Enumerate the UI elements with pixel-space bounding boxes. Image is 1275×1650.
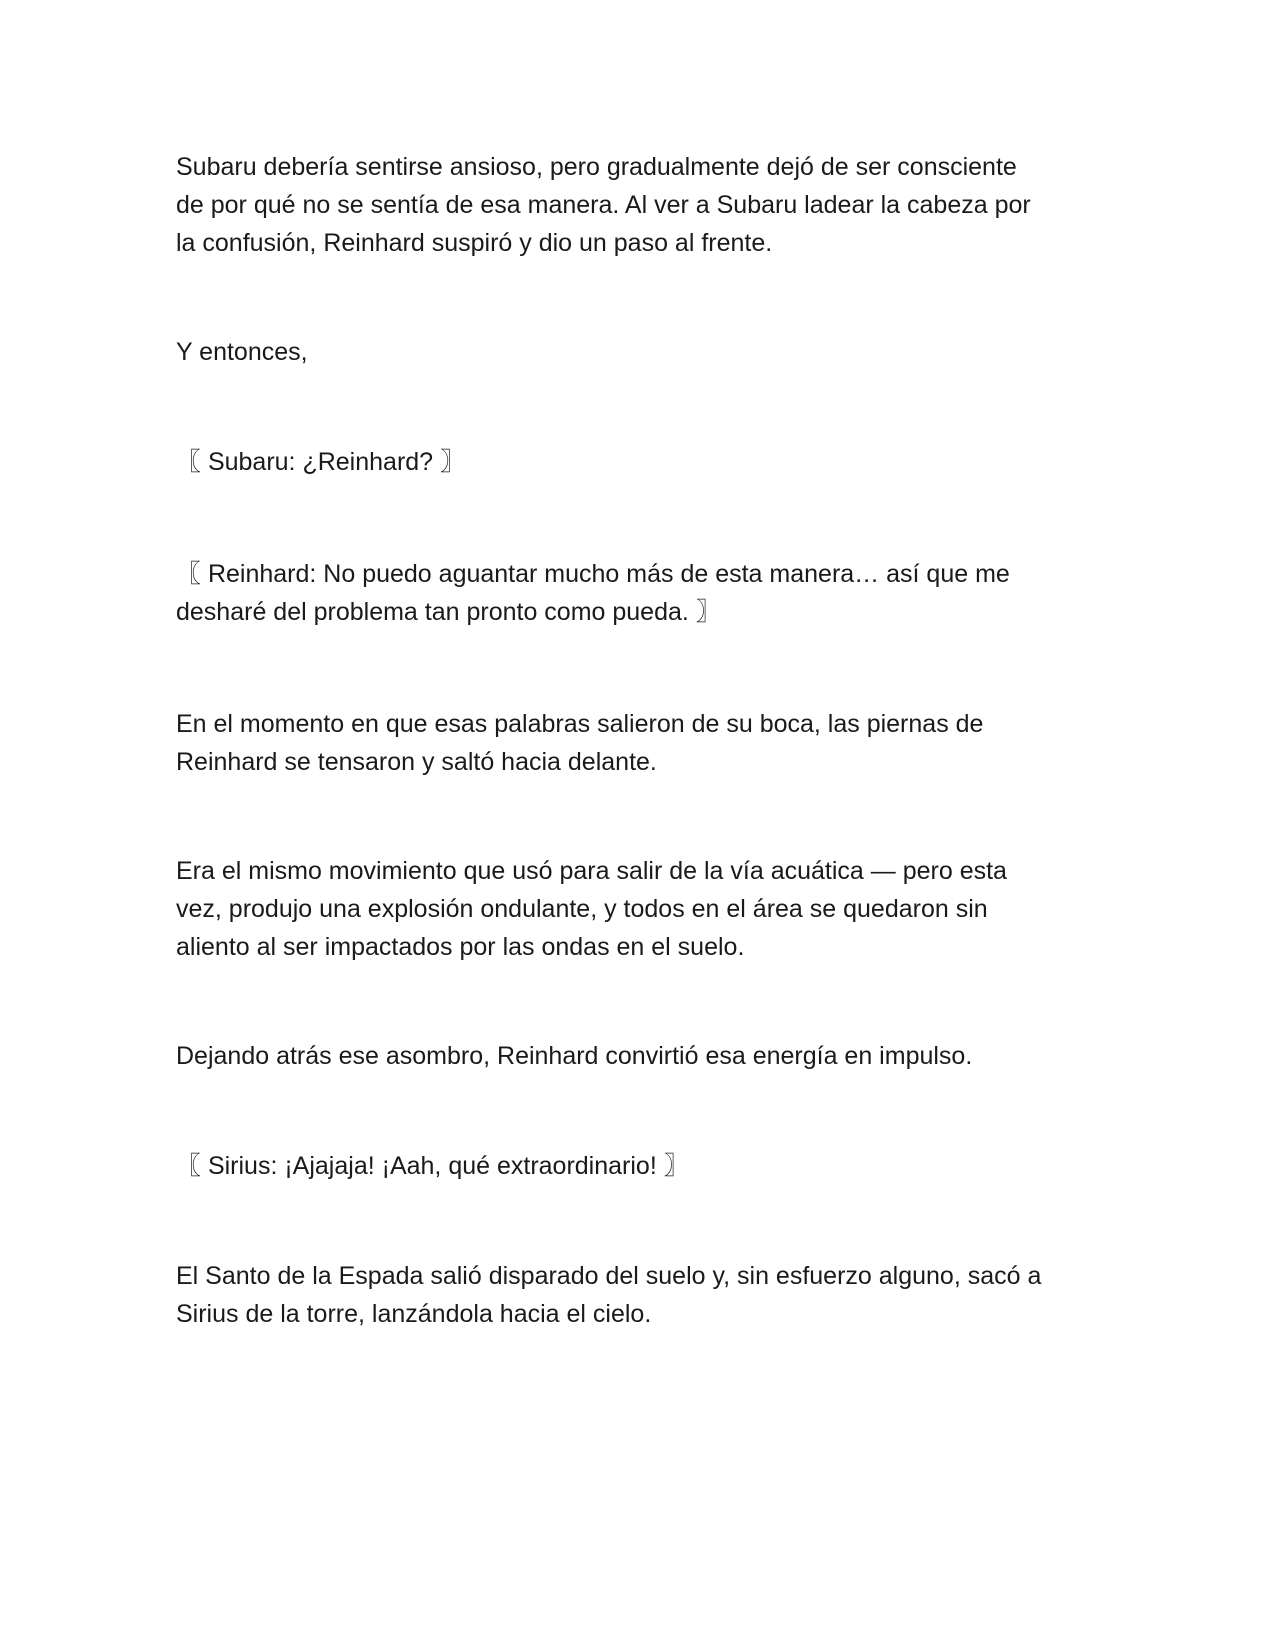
dialogue-reinhard: 〖 Reinhard: No puedo aguantar mucho más de esta manera… así que me desharé del problema tan pronto como pueda. 〗 — [176, 560, 1010, 626]
paragraph-sword-saint: El Santo de la Espada salió disparado del suelo y, sin esfuerzo alguno, sacó a Sirius de la torre, lanzándola hacia el cielo. — [176, 1262, 1042, 1328]
paragraph-impulse: Dejando atrás ese asombro, Reinhard convirtió esa energía en impulso. — [176, 1042, 973, 1070]
paragraph-explosion: Era el mismo movimiento que usó para salir de la vía acuática — pero esta vez, produjo una explosión ondulante, y todos en el área se quedaron sin aliento al ser impactados por las ondas en el suelo. — [176, 857, 1007, 961]
paragraph-reinhard-jump: En el momento en que esas palabras salieron de su boca, las piernas de Reinhard se tensaron y saltó hacia delante. — [176, 710, 984, 776]
paragraph-subaru-anxious: Subaru debería sentirse ansioso, pero gradualmente dejó de ser consciente de por qué no se sentía de esa manera. Al ver a Subaru ladear la cabeza por la confusión, Reinhard suspiró y dio un paso al frente. — [176, 153, 1031, 257]
paragraph-y-entonces: Y entonces, — [176, 338, 308, 366]
dialogue-sirius: 〖 Sirius: ¡Ajajaja! ¡Aah, qué extraordinario! 〗 — [176, 1152, 689, 1180]
dialogue-subaru: 〖 Subaru: ¿Reinhard? 〗 — [176, 448, 466, 476]
